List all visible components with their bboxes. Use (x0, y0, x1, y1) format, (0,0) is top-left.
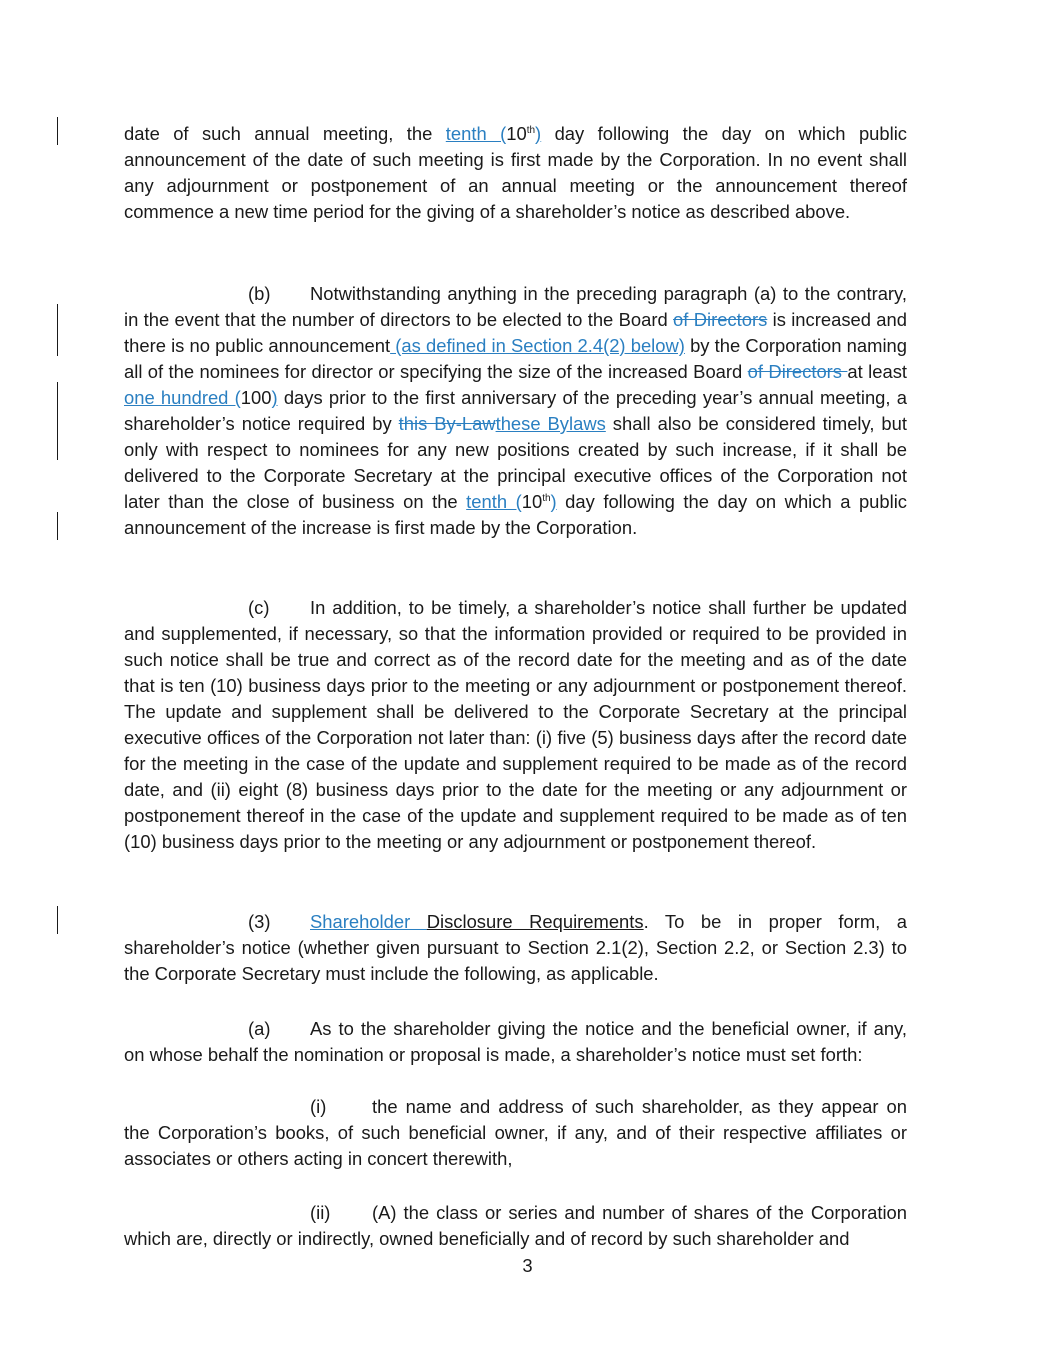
text-run: day following the day on which public announcement of the date of such meeting is first made by the Corporation. In no event shall any adjournment or postponement of an annual meeting or the announcement thereof commence a new time period for the giving of a shareholder’s notice as described above. (124, 123, 908, 222)
change-bar (57, 512, 58, 540)
text-run: day following the day on which a public announcement of the increase is first made by the Corporation. (124, 491, 907, 538)
text-run: by the Corporation naming all of the nominees for director or specifying the size of the increased Board (124, 335, 908, 382)
paragraph-a (124, 1016, 907, 1068)
ordinal-suffix: th (526, 125, 536, 136)
text-run: . To be in proper form, a shareholder’s notice (whether given pursuant to Section 2.1(2), Section 2.2, or Section 2.3) to the Corporate Secretary must include the following, as applicable. (124, 911, 907, 984)
text-run: In addition, to be timely, a shareholder’s notice shall further be updated and supplemented, if necessary, so that the information provided or required to be provided in such notice shall be true and correct as of the record date for the meeting and as of the date that is ten (10) business days prior to the meeting or any adjournment or postponement thereof. The update and supplement shall be delivered to the Corporate Secretary at the principal executive offices of the Corporation not later than: (i) five (5) business days after the record date for the meeting in the case of the update and supplement required to be made as of the record date, and (ii) eight (8) business days prior to the date for the meeting or any adjournment or postponement thereof in the case of the update and supplement required to be made as of ten (10) business days prior to the meeting or any adjournment or postponement thereof. (124, 597, 907, 852)
section-heading: Disclosure Requirements (426, 911, 644, 932)
inserted-text: tenth ( (466, 491, 522, 512)
text-run: 100 (240, 387, 272, 408)
inserted-text: ) (271, 387, 278, 408)
inserted-text: one hundred ( (124, 387, 241, 408)
paragraph-intro (124, 121, 907, 225)
paragraph-c (124, 595, 907, 855)
change-bar (57, 304, 58, 356)
text-run: (A) the class or series and number of shares of the Corporation which are, directly or indirectly, owned beneficially and of record by such shareholder and (124, 1202, 907, 1249)
text-run: the name and address of such shareholder, as they appear on the Corporation’s books, of such beneficial owner, if any, and of their respective affiliates or associates or others acting in concert therewith, (124, 1096, 907, 1169)
change-bar (57, 117, 58, 145)
inserted-text: ) (550, 491, 557, 512)
deleted-text: of Directors (673, 309, 768, 330)
change-bar (57, 382, 58, 460)
paragraph-label: (i) (310, 1096, 327, 1117)
section-3-disclosure (124, 909, 907, 987)
page-number: 3 (522, 1255, 533, 1276)
section-label: (3) (248, 911, 271, 932)
paragraph-label: (b) (248, 283, 271, 304)
inserted-text: ) (535, 123, 542, 144)
paragraph-label: (ii) (310, 1202, 331, 1223)
text-run: As to the shareholder giving the notice and the beneficial owner, if any, on whose behalf the nomination or proposal is made, a shareholder’s notice must set forth: (124, 1018, 907, 1065)
deleted-text: of Directors (747, 361, 848, 382)
inserted-text: tenth ( (445, 123, 507, 144)
text-run: Notwithstanding anything in the preceding paragraph (a) to the contrary, in the event that the number of directors to be elected to the Board (124, 283, 907, 330)
inserted-text: (as defined in Section 2.4(2) below) (390, 335, 685, 356)
change-bar (57, 906, 58, 934)
paragraph-label: (c) (248, 597, 270, 618)
text-run: 10 (506, 123, 527, 144)
paragraph-i (124, 1094, 907, 1172)
text-run: is increased and there is no public announcement (124, 309, 907, 356)
deleted-text: this By-Law (398, 413, 496, 434)
paragraph-label: (a) (248, 1018, 271, 1039)
text-run: 10 (521, 491, 543, 512)
text-run: days prior to the first anniversary of the preceding year’s annual meeting, a shareholder’s notice required by (124, 387, 907, 434)
paragraph-b (124, 281, 907, 541)
text-run: at least (847, 361, 907, 382)
inserted-text: Shareholder (310, 911, 427, 932)
paragraph-ii (124, 1200, 907, 1252)
text-run: shall also be considered timely, but only with respect to nominees for any new positions created by such increase, if it shall be delivered to the Corporate Secretary at the principal executive offices of the Corporation not later than the close of business on the (124, 413, 907, 512)
inserted-text: these Bylaws (495, 413, 606, 434)
ordinal-suffix: th (542, 493, 551, 504)
text-run: date of such annual meeting, the (124, 123, 446, 144)
